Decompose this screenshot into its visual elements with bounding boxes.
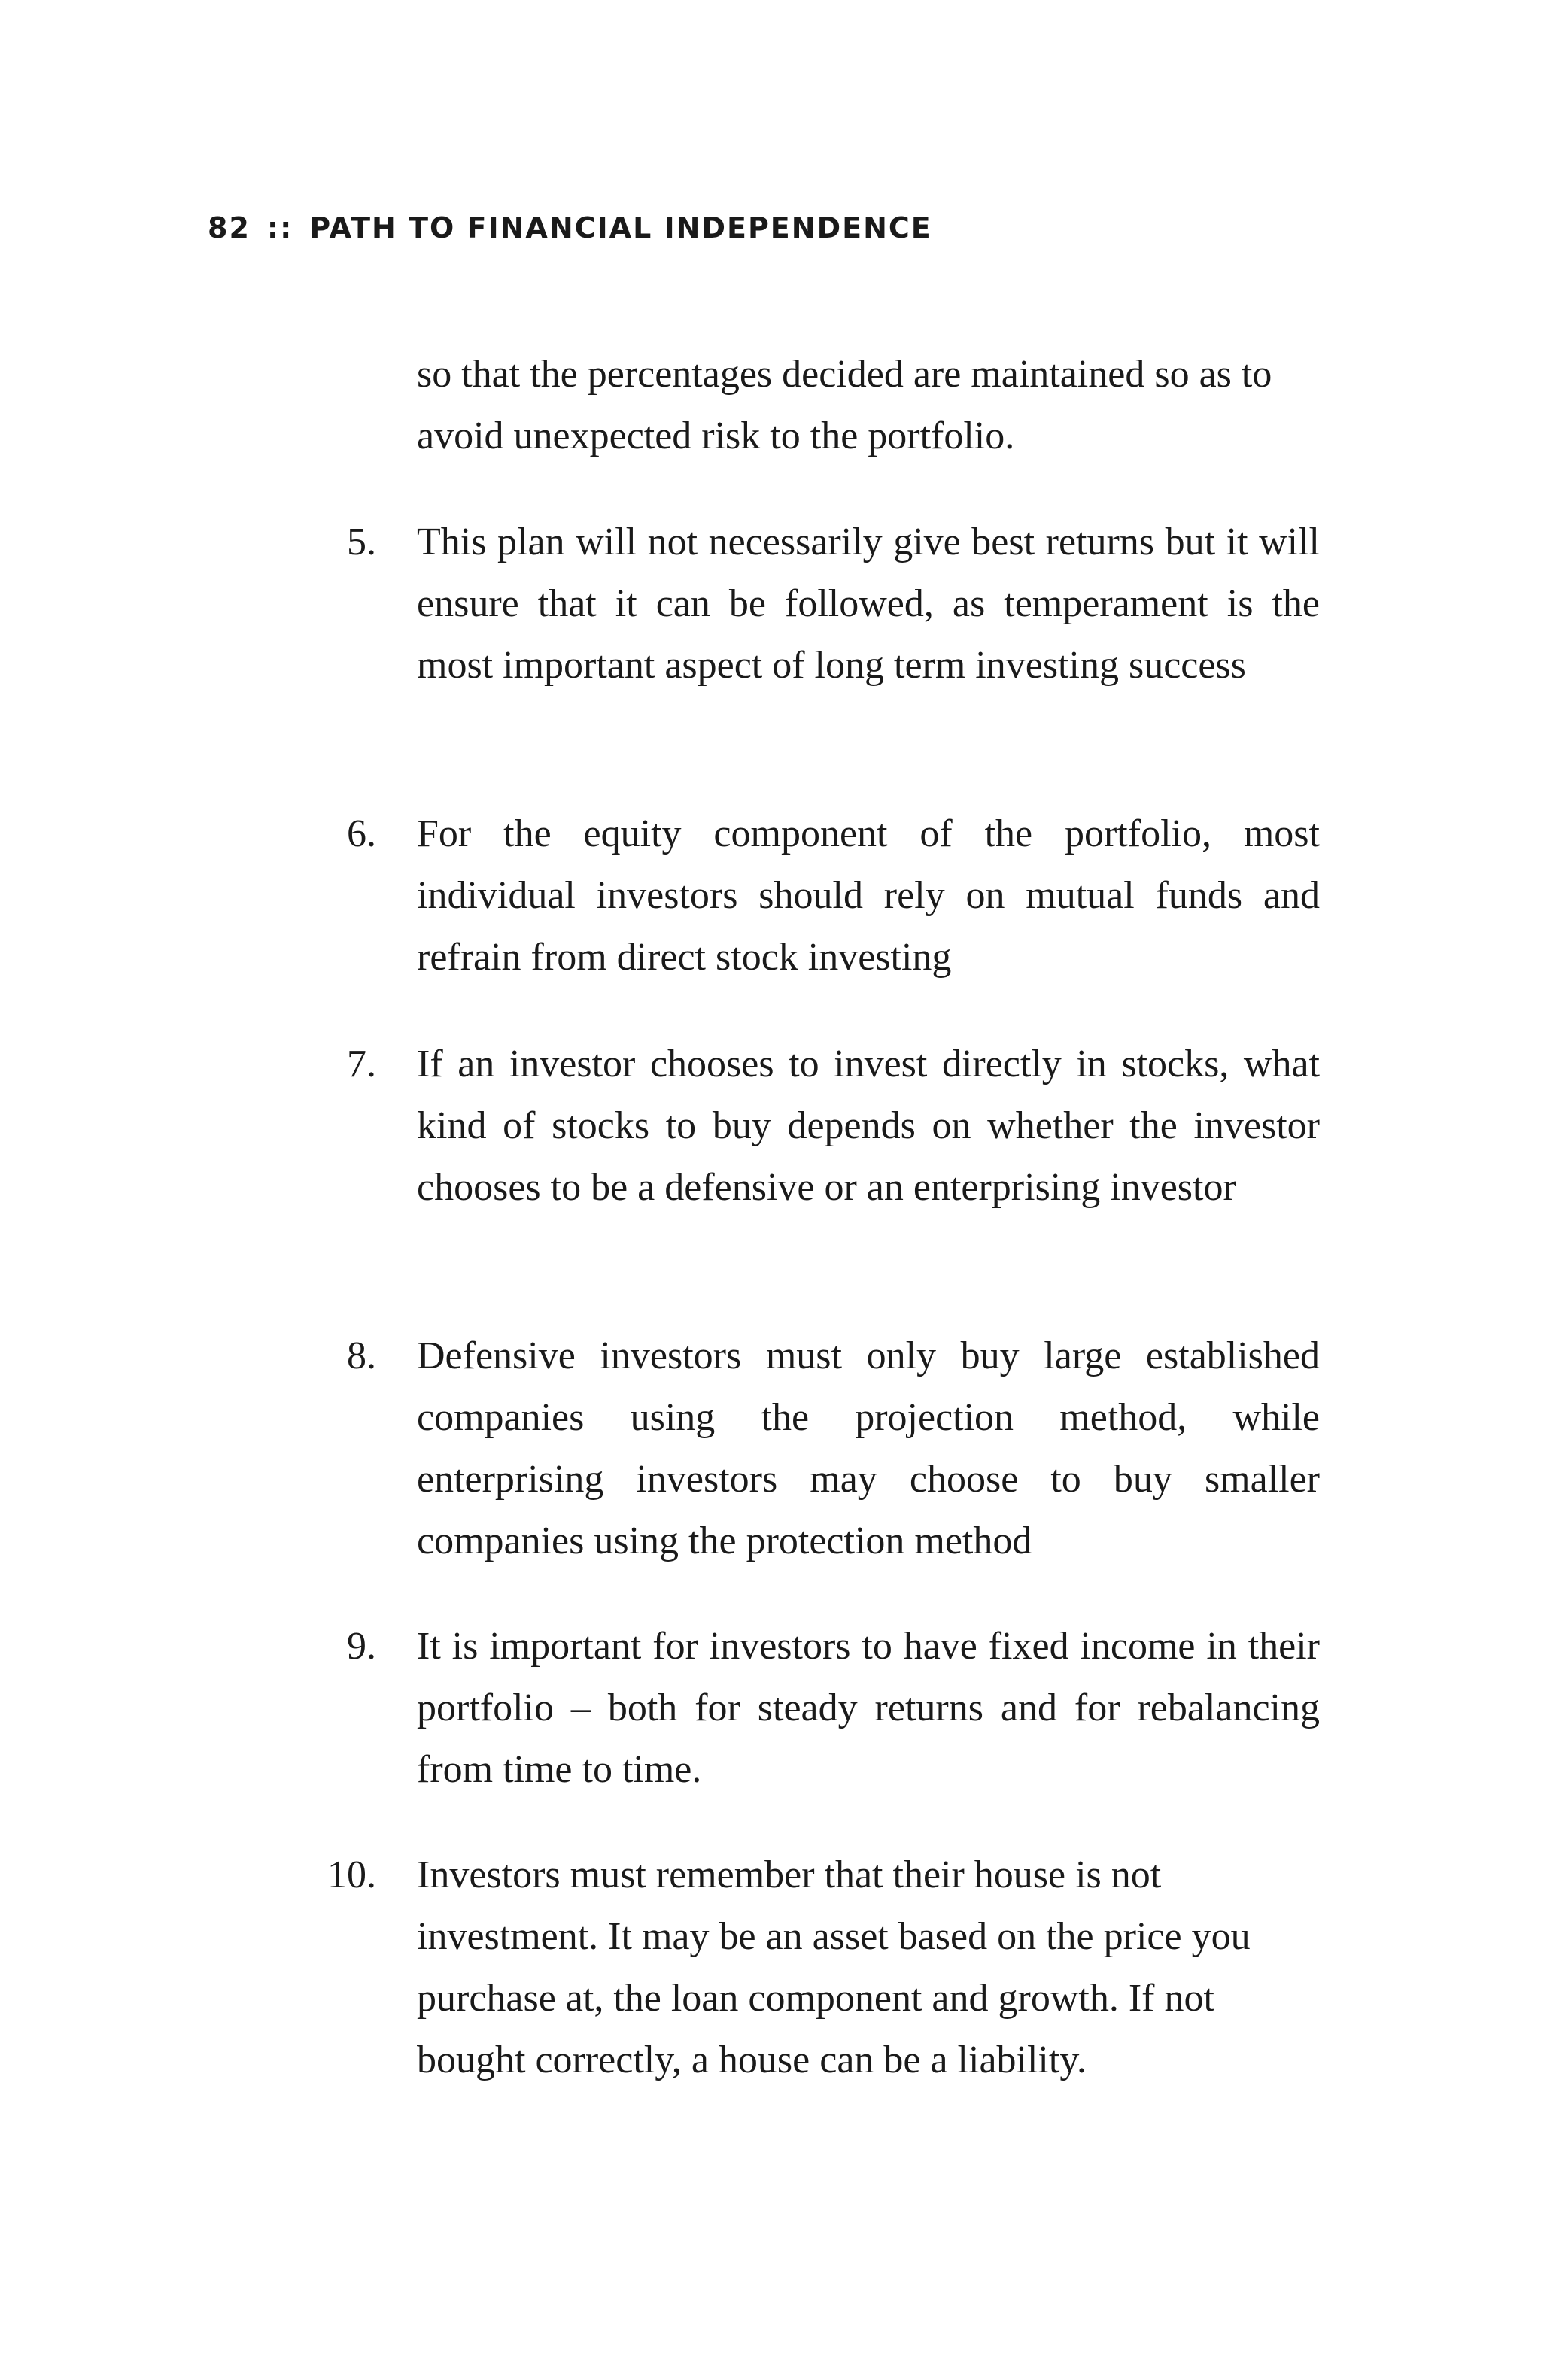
list-item-number: 8.: [347, 1334, 376, 1377]
list-item-number: 9.: [347, 1625, 376, 1668]
list-item-text: Investors must remember that their house is not investment. It may be an asset based on the price you purchase at, the loan component and growth. If not bought correctly, a house can be a liability.: [417, 1853, 1251, 2081]
page-number: 82: [208, 211, 251, 244]
continuation-paragraph: so that the percentages decided are maintained so as to avoid unexpected risk to the portfolio.: [417, 353, 1272, 457]
list-item-number: 6.: [347, 812, 376, 855]
header-separator: ::: [266, 211, 293, 244]
list-item-number: 10.: [327, 1853, 376, 1896]
list-item-text: It is important for investors to have fixed income in their portfolio – both for steady returns and for rebalancing from time to time.: [417, 1625, 1320, 1791]
list-item-number: 7.: [347, 1043, 376, 1085]
list-item-text: Defensive investors must only buy large established companies using the projection method, while enterprising investors may choose to buy smaller companies using the protection method: [417, 1334, 1320, 1562]
list-item-text: This plan will not necessarily give best returns but it will ensure that it can be followed, as temperament is the most important aspect of long term investing success: [417, 521, 1320, 687]
list-item-text: For the equity component of the portfolio, most individual investors should rely on mutual funds and refrain from direct stock investing: [417, 812, 1320, 979]
list-item-number: 5.: [347, 521, 376, 563]
list-item-text: If an investor chooses to invest directly in stocks, what kind of stocks to buy depends on whether the investor chooses to be a defensive or an enterprising investor: [417, 1043, 1320, 1209]
running-head: [208, 209, 932, 247]
book-title: PATH TO FINANCIAL INDEPENDENCE: [309, 211, 932, 244]
